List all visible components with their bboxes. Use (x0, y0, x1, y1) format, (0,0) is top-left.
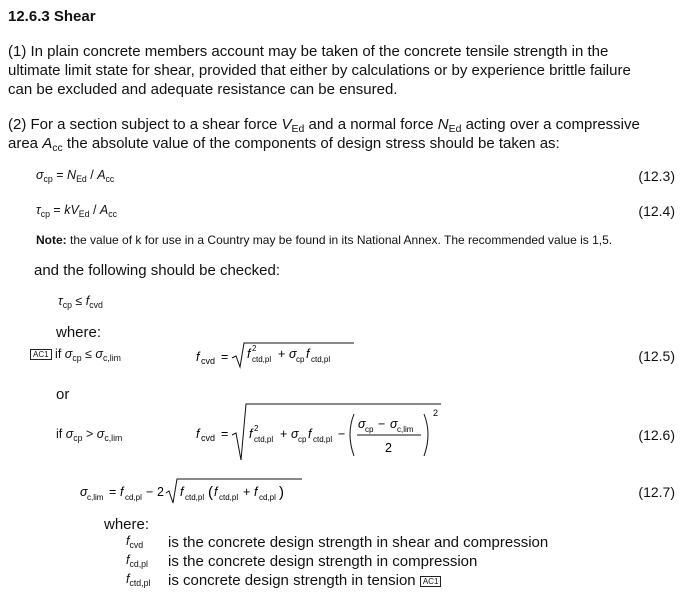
svg-text:(: ( (208, 484, 213, 501)
svg-text:+: + (243, 485, 251, 499)
svg-text:f: f (196, 350, 200, 364)
equation-12-5 (196, 340, 356, 370)
svg-text:σ: σ (291, 427, 299, 441)
if-word-2: if (56, 427, 63, 441)
svg-text:f: f (196, 427, 200, 441)
svg-text:f: f (180, 485, 184, 499)
svg-text:f: f (308, 427, 312, 441)
eq-number-12-7: (12.7) (638, 484, 675, 500)
para2-text-d: area (8, 135, 43, 152)
svg-text:f: f (249, 427, 253, 441)
where-label-1: where: (56, 324, 102, 341)
definition-fctdpl (168, 571, 441, 590)
svg-text:cvd: cvd (201, 433, 216, 443)
check-condition: $\tau_{cp} \le f_{cvd}$ (58, 294, 103, 310)
svg-text:−: − (146, 485, 154, 499)
note-text: the value of k for use in a Country may be found in its National Annex. The recommended value is 1,5. (66, 233, 613, 247)
svg-text:2: 2 (157, 485, 164, 499)
svg-text:): ) (279, 484, 284, 501)
if-word-1: if (55, 347, 62, 361)
or-label: or (56, 386, 70, 403)
para2-text-c: acting over a compressive (461, 116, 640, 133)
svg-text:=: = (221, 350, 229, 364)
svg-text:2: 2 (385, 441, 392, 455)
para2-text-a: (2) For a section subject to a shear force (8, 116, 282, 133)
svg-text:2: 2 (252, 344, 257, 353)
equation-12-4: $\tau_{cp} = kV_{Ed} / A_{cc}$ (36, 203, 117, 219)
condition-12-6: if $\sigma_{cp} > \sigma_{c,lim}$ (56, 427, 123, 443)
equation-12-3: $\sigma_{cp} = N_{Ed} / A_{cc}$ (36, 168, 115, 184)
para1-line3: can be excluded and adequate resistance can be ensured. (8, 81, 398, 98)
svg-text:=: = (221, 427, 229, 441)
sqrt-12-6-icon (196, 402, 456, 462)
condition-12-5: AC1 if $\sigma_{cp} \le \sigma_{c,lim}$ (30, 347, 121, 363)
svg-text:c,lim: c,lim (397, 425, 414, 434)
para2-text-b: and a normal force (304, 116, 438, 133)
svg-text:−: − (378, 417, 386, 431)
svg-text:cd,pl: cd,pl (125, 493, 142, 502)
svg-text:ctd,pl: ctd,pl (185, 493, 205, 502)
svg-text:cp: cp (298, 435, 307, 444)
svg-text:cvd: cvd (201, 356, 216, 366)
eq-number-12-6: (12.6) (638, 427, 675, 443)
svg-text:ctd,pl: ctd,pl (254, 435, 274, 444)
def-symbol-fcvd: $f_{cvd}$ (126, 534, 144, 550)
svg-text:f: f (306, 347, 310, 361)
note-label: Note: (36, 233, 67, 247)
def-symbol-fctdpl: $f_{ctd,pl}$ (126, 572, 151, 588)
svg-text:=: = (109, 485, 117, 499)
eq-number-12-3: (12.3) (638, 168, 675, 184)
svg-text:f: f (120, 485, 124, 499)
sqrt-12-5-icon (196, 340, 356, 370)
svg-text:cd,pl: cd,pl (259, 493, 276, 502)
equation-12-7 (80, 476, 320, 511)
svg-text:ctd,pl: ctd,pl (219, 493, 239, 502)
svg-text:2: 2 (433, 408, 439, 418)
svg-text:cp: cp (365, 425, 374, 434)
para2-line1: (2) For a section subject to a shear force $V_{Ed}$ and a normal force $N_{Ed}$ acting over a compressive (8, 116, 640, 135)
section-heading: 12.6.3 Shear (8, 8, 96, 25)
equation-12-6 (196, 402, 456, 467)
eq-number-12-4: (12.4) (638, 203, 675, 219)
definition-fctdpl-text: is concrete design strength in tension (168, 572, 416, 589)
def-symbol-fcdpl: $f_{cd,pl}$ (126, 553, 148, 569)
svg-text:ctd,pl: ctd,pl (313, 435, 333, 444)
svg-text:σ: σ (80, 485, 88, 499)
note (36, 233, 612, 247)
svg-text:−: − (338, 427, 346, 441)
svg-text:σ: σ (390, 417, 398, 431)
svg-text:ctd,pl: ctd,pl (311, 355, 331, 364)
where-label-2: where: (104, 516, 150, 533)
svg-text:σ: σ (358, 417, 366, 431)
svg-text:f: f (214, 485, 218, 499)
para1-line1: (1) In plain concrete members account may be taken of the concrete tensile strength in the (8, 43, 609, 60)
para1-line2: ultimate limit state for shear, provided that either by calculations or by experience brittle failure (8, 62, 631, 79)
para2-text-e: the absolute value of the components of design stress should be taken as: (62, 135, 560, 152)
ac-marker-open-icon: AC1 (30, 349, 52, 360)
para2-line2: area $A_{cc}$ the absolute value of the components of design stress should be taken as: (8, 135, 560, 154)
svg-text:σ: σ (289, 347, 297, 361)
svg-text:f: f (254, 485, 258, 499)
checked-text: and the following should be checked: (34, 262, 281, 279)
eq-number-12-5: (12.5) (638, 348, 675, 364)
definition-fcvd: is the concrete design strength in shear and compression (168, 534, 549, 551)
svg-text:f: f (247, 347, 251, 361)
svg-text:ctd,pl: ctd,pl (252, 355, 272, 364)
sigma-lim-12-7-icon (80, 476, 320, 506)
svg-text:c,lim: c,lim (87, 493, 104, 502)
svg-text:+: + (280, 427, 288, 441)
svg-text:+: + (278, 347, 286, 361)
definition-fcdpl: is the concrete design strength in compression (168, 553, 478, 570)
svg-text:cp: cp (296, 355, 305, 364)
ac-marker-close-icon: AC1 (420, 576, 442, 587)
svg-text:2: 2 (254, 424, 259, 433)
